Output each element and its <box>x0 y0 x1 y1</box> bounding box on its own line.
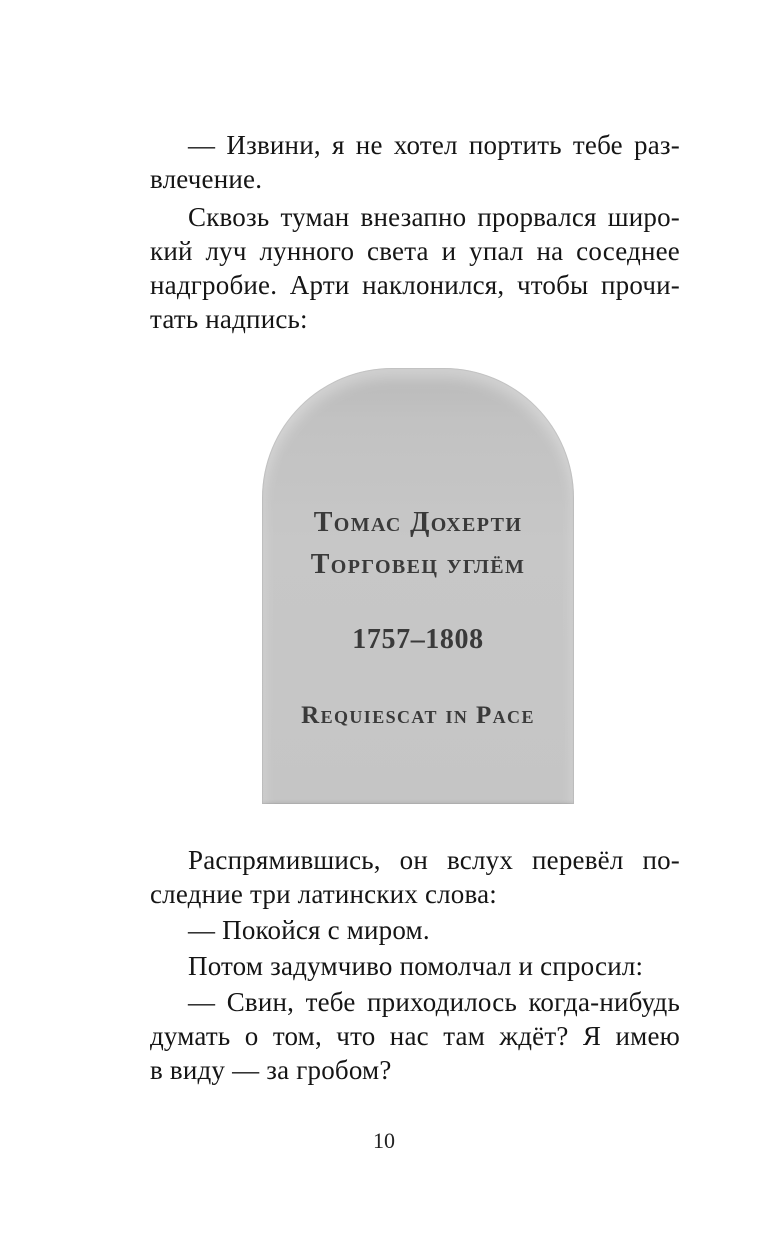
paragraph-2-line-3: надгробие. Арти наклонился, чтобы прочи- <box>150 270 680 300</box>
paragraph-5: Потом задумчиво помолчал и спросил: <box>188 951 644 981</box>
paragraph-2-line-2: кий луч лунного света и упал на соседнее <box>150 236 680 266</box>
tombstone-occupation: Торговец углём <box>310 549 526 580</box>
paragraph-2-line-4: тать надпись: <box>150 304 308 334</box>
tombstone-outline <box>262 368 574 804</box>
paragraph-3-line-2: следние три латинских слова: <box>150 879 497 909</box>
paragraph-6-line-1: — Свин, тебе приходилось когда-нибудь <box>188 987 680 1017</box>
page-number: 10 <box>373 1128 395 1153</box>
paragraph-1-line-1: — Извини, я не хотел портить тебе раз- <box>188 130 680 160</box>
paragraph-6-line-2: думать о том, что нас там ждёт? Я имею <box>150 1021 680 1051</box>
tombstone-years: 1757–1808 <box>352 624 484 655</box>
paragraph-1-line-2: влечение. <box>150 164 263 194</box>
paragraph-4: — Покойся с миром. <box>188 915 430 945</box>
paragraph-2-line-1: Сквозь туман внезапно прорвался широ- <box>188 202 680 232</box>
paragraph-3-line-1: Распрямившись, он вслух перевёл по- <box>188 845 680 875</box>
tombstone-name: Томас Дохерти <box>313 507 523 538</box>
tombstone-epitaph: Requiescat in Pace <box>301 702 535 729</box>
paragraph-6-line-3: в виду — за гробом? <box>150 1055 392 1085</box>
